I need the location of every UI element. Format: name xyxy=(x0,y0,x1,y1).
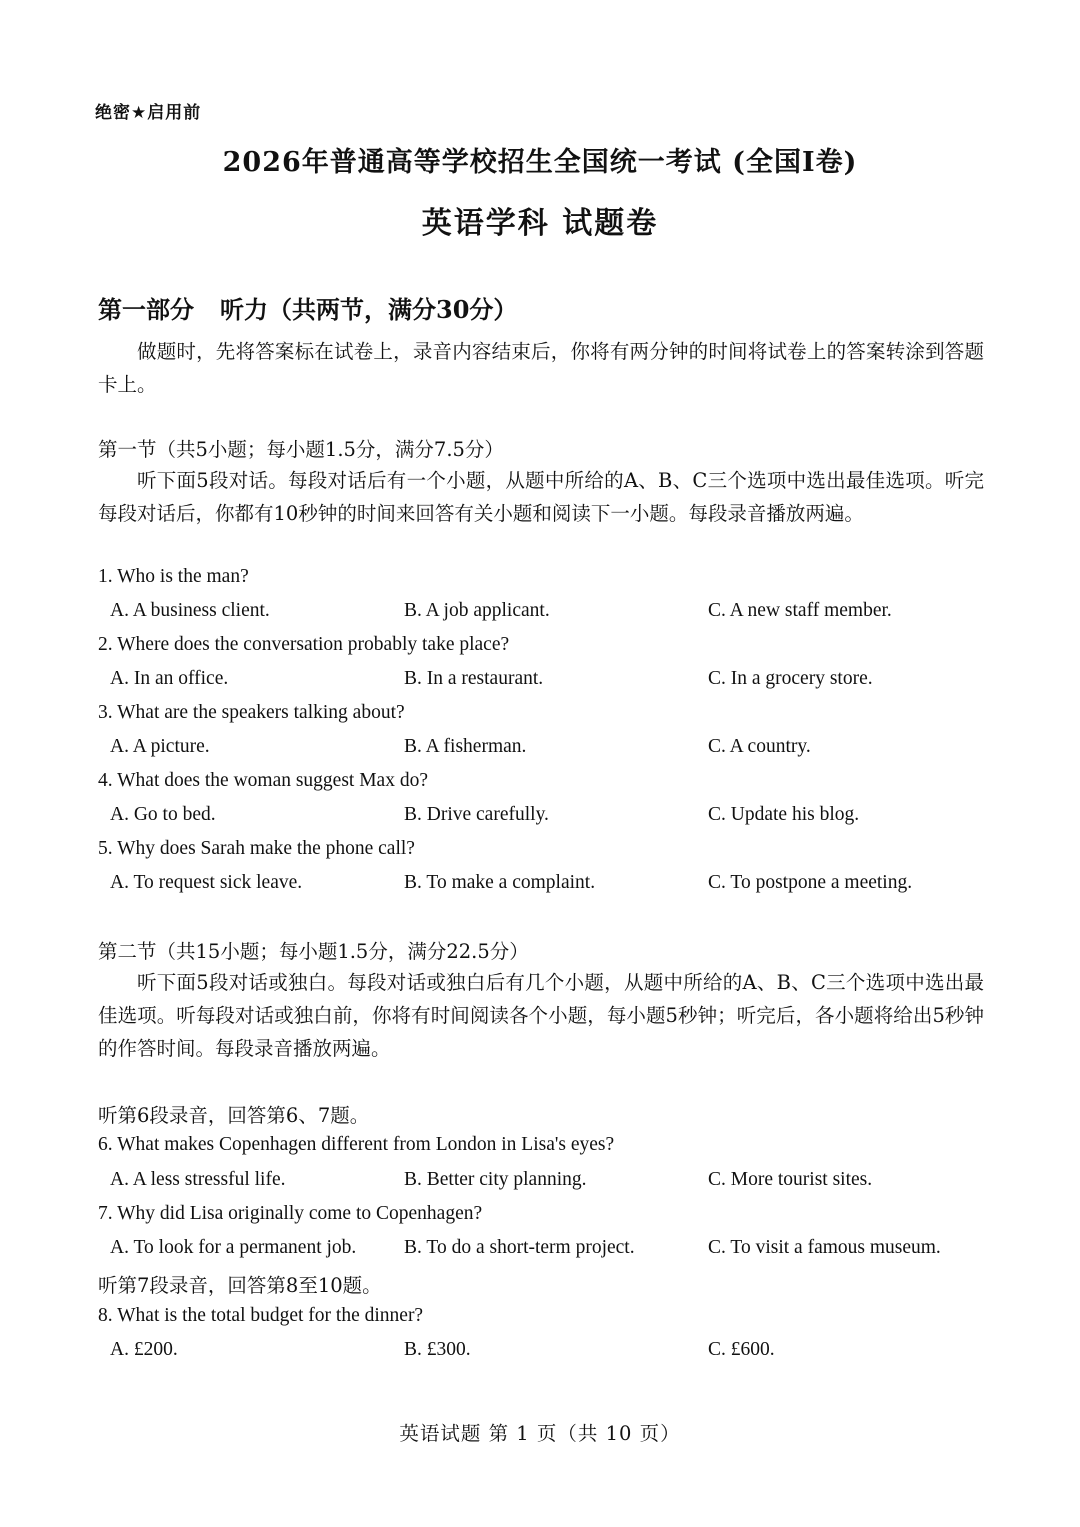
question-5-options xyxy=(0,872,1080,900)
exam-subtitle: 英语学科 试题卷 xyxy=(421,206,659,241)
option-b: B. Drive carefully. xyxy=(404,804,549,825)
part1-title: 听力（共两节，满分30分） xyxy=(220,295,518,324)
question-7-options xyxy=(0,1237,1080,1265)
question-4: 4. What does the woman suggest Max do? xyxy=(98,770,428,791)
section2-heading: 第二节（共15小题；每小题1.5分，满分22.5分） xyxy=(98,940,529,963)
option-b: B. To make a complaint. xyxy=(404,872,596,893)
question-6-options xyxy=(0,1169,1080,1197)
part1-label: 第一部分 xyxy=(98,295,194,324)
option-a: A. A picture. xyxy=(110,736,210,757)
question-5: 5. Why does Sarah make the phone call? xyxy=(98,838,415,859)
option-c: C. To postpone a meeting. xyxy=(708,872,913,893)
option-a: A. To look for a permanent job. xyxy=(110,1237,357,1258)
option-a: A. In an office. xyxy=(110,668,229,689)
option-c: C. Update his blog. xyxy=(708,804,860,825)
part1-heading xyxy=(98,290,517,325)
option-c: C. A new staff member. xyxy=(708,600,892,621)
option-b: B. £300. xyxy=(404,1339,471,1360)
listen-segment-7: 听第7段录音，回答第8至10题。 xyxy=(98,1274,382,1297)
confidential-mark: 绝密★启用前 xyxy=(95,103,202,123)
question-3-options xyxy=(0,736,1080,764)
question-1-options xyxy=(0,600,1080,628)
option-a: A. A business client. xyxy=(110,600,270,621)
option-a: A. £200. xyxy=(110,1339,178,1360)
question-6: 6. What makes Copenhagen different from London in Lisa's eyes? xyxy=(98,1134,615,1155)
option-b: B. In a restaurant. xyxy=(404,668,544,689)
listen-segment-6: 听第6段录音，回答第6、7题。 xyxy=(98,1104,370,1127)
section1-heading: 第一节（共5小题；每小题1.5分，满分7.5分） xyxy=(98,438,504,461)
option-c: C. £600. xyxy=(708,1339,775,1360)
option-c: C. To visit a famous museum. xyxy=(708,1237,941,1258)
question-8-options xyxy=(0,1339,1080,1367)
question-8: 8. What is the total budget for the dinner? xyxy=(98,1305,424,1326)
question-3: 3. What are the speakers talking about? xyxy=(98,702,405,723)
question-2: 2. Where does the conversation probably take place? xyxy=(98,634,510,655)
option-a: A. A less stressful life. xyxy=(110,1169,286,1190)
option-b: B. To do a short-term project. xyxy=(404,1237,635,1258)
page-footer: 英语试题 第 1 页（共 10 页） xyxy=(399,1422,681,1445)
section2-instructions: 听下面5段对话或独白。每段对话或独白后有几个小题，从题中所给的A、B、C三个选项中选出最佳选项。听每段对话或独白前，你将有时间阅读各个小题，每小题5秒钟；听完后，各小题将给出5秒钟的作答时间。每段录音播放两遍。 xyxy=(98,971,984,1060)
option-a: A. To request sick leave. xyxy=(110,872,303,893)
option-b: B. Better city planning. xyxy=(404,1169,587,1190)
question-1: 1. Who is the man? xyxy=(98,566,249,587)
part1-instructions: 做题时，先将答案标在试卷上，录音内容结束后，你将有两分钟的时间将试卷上的答案转涂到答题卡上。 xyxy=(98,340,984,396)
question-4-options xyxy=(0,804,1080,832)
question-7: 7. Why did Lisa originally come to Copenhagen? xyxy=(98,1203,483,1224)
option-c: C. More tourist sites. xyxy=(708,1169,873,1190)
option-b: B. A fisherman. xyxy=(404,736,527,757)
exam-title: 2026年普通高等学校招生全国统一考试 (全国I卷) xyxy=(222,147,858,178)
section1-instructions: 听下面5段对话。每段对话后有一个小题，从题中所给的A、B、C三个选项中选出最佳选项。听完每段对话后，你都有10秒钟的时间来回答有关小题和阅读下一小题。每段录音播放两遍。 xyxy=(98,469,984,525)
option-a: A. Go to bed. xyxy=(110,804,216,825)
question-2-options xyxy=(0,668,1080,696)
option-b: B. A job applicant. xyxy=(404,600,550,621)
option-c: C. A country. xyxy=(708,736,811,757)
option-c: C. In a grocery store. xyxy=(708,668,873,689)
